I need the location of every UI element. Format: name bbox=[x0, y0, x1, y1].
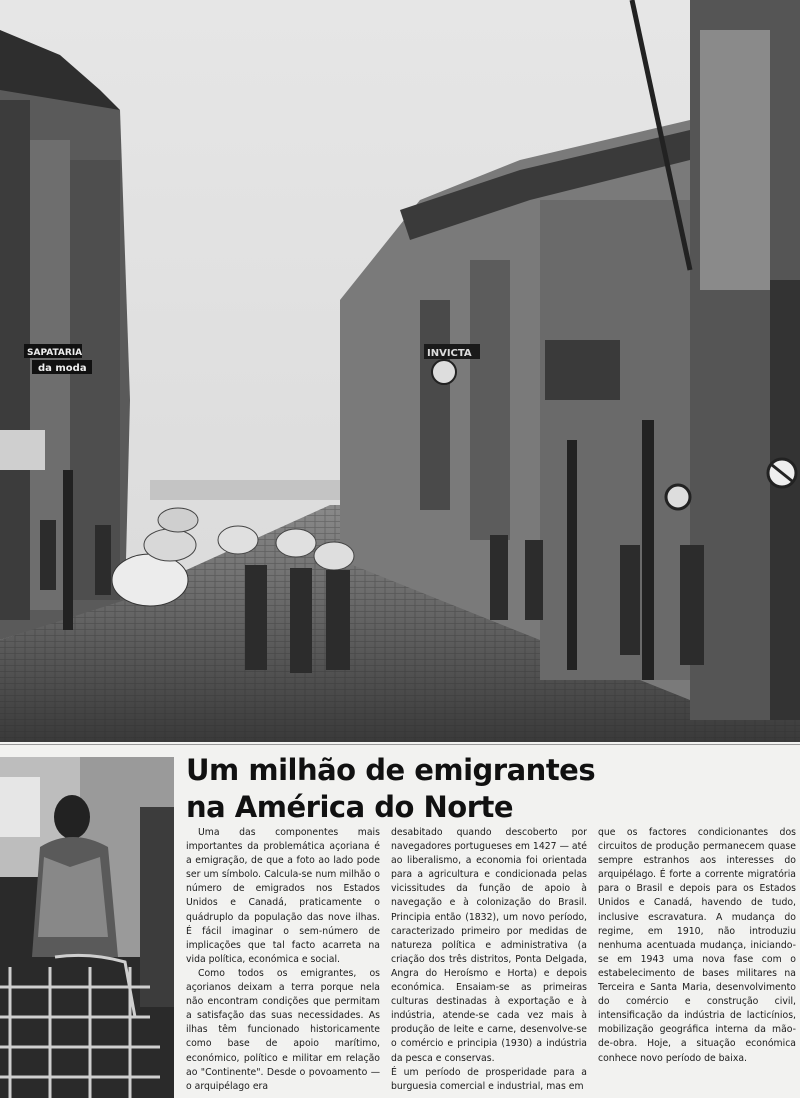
paragraph: que os factores condicionantes dos circuitos de produção permanecem quase sempre estranhos aos interesses do arquipélago. É forte a corrente migratória para o Brasil e depois para os Estados Unidos e Canadá, havendo de tudo, inclusive escravatura. A mudança do regime, em 1910, não introduziu nenhuma acentuada mudança, iniciando-se em 1943 uma nova fase com o estabelecimento de bases militares na Terceira e Santa Maria, desenvolvimento do comércio e construção civil, intensificação da indústria de lacticínios, mobilização geográfica interna da mão-de-obra. Hoje, a situação económica conhece novo período de baixa. bbox=[598, 827, 796, 1064]
article-column-1 bbox=[186, 826, 380, 1094]
article-column-3 bbox=[598, 826, 796, 1066]
sign-text-da-moda: da moda bbox=[38, 363, 87, 374]
article-column-2 bbox=[391, 826, 587, 1094]
paragraph: desabitado quando descoberto por navegadores portugueses em 1427 — até ao liberalismo, a economia foi orientada para a agricultura e condicionada pelas vicissitudes da função de apoio à navegação e à colonização do Brasil. Principia então (1832), um novo período, caracterizado primeiro por medidas de natureza política e administrativa (a criação dos três distritos, Ponta Delgada, Angra do Heroísmo e Horta) e depois económica. Ensaiam-se as primeiras culturas destinadas à exportação e à indústria, atende-se cada vez mais à produção de leite e carne, desenvolve-se o comércio e principia (1930) a indústria da pesca e conservas. bbox=[391, 827, 587, 1064]
headline-line-1: Um milhão de emigrantes bbox=[186, 753, 596, 787]
article-body bbox=[186, 826, 798, 1098]
emigrant-photo bbox=[0, 757, 174, 1098]
paragraph: Uma das componentes mais importantes da problemática açoriana é a emigração, de que a foto ao lado pode ser um símbolo. Calcula-se num milhão o número de emigrados nos Estados Unidos e Canadá, praticamente o quádruplo da população das nove ilhas. É fácil imaginar o sem-número de implicações que tal facto acarreta na vida política, económica e social. bbox=[186, 827, 380, 965]
paragraph: É um período de prosperidade para a burguesia comercial e industrial, mas em bbox=[391, 1066, 587, 1092]
headline-line-2: na América do Norte bbox=[186, 790, 514, 824]
paragraph: Como todos os emigrantes, os açorianos deixam a terra porque nela não encontram condições que permitam a satisfação das suas necessidades. As ilhas têm funcionado historicamente como base de apoio marítimo, económico, político e militar em relação ao "Continente". Desde o povoamento — o arquipélago era bbox=[186, 967, 380, 1092]
article-headline bbox=[186, 752, 786, 826]
sign-text-sapataria: SAPATARIA bbox=[27, 348, 83, 358]
photo-divider bbox=[0, 744, 800, 745]
sign-text-invicta: INVICTA bbox=[427, 348, 472, 359]
